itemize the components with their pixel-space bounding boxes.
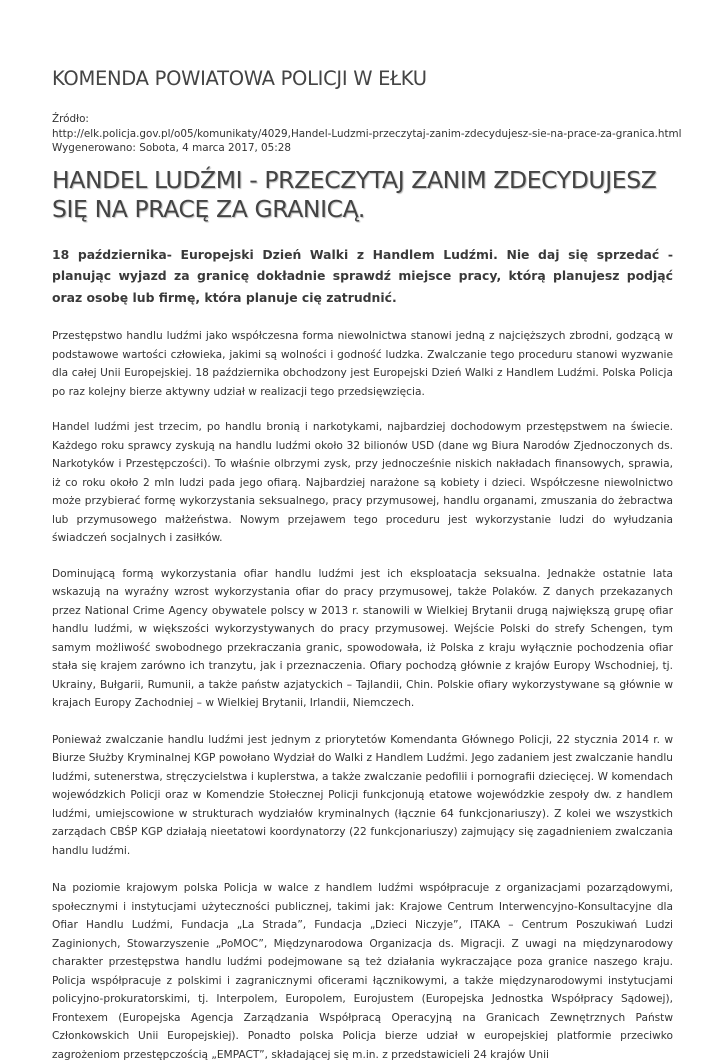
paragraph: Dominującą formą wykorzystania ofiar handlu ludźmi jest ich eksploatacja seksualna. Jednakże ostatnie lata wskazują na wyraźny wzrost wykorzystania ofiar do pracy przymusowej, także Polaków. Z danych przekazanych przez National Crime Agency obywatele polscy w 2013 r. stanowili w Wielkiej Brytanii drugą największą grupę ofiar handlu ludźmi, w większości wykorzystywanych do pracy przymusowej. Wejście Polski do strefy Schengen, tym samym możliwość swobodnego przekraczania granic, spowodowała, iż Polska z kraju wyłącznie pochodzenia ofiar stała się krajem zarówno ich tranzytu, jak i przeznaczenia. Ofiary pochodzą głównie z krajów Europy Wschodniej, tj. Ukrainy, Bułgarii, Rumunii, a także państw azjatyckich – Tajlandii, Chin. Polskie ofiary wykorzystywane są głównie w krajach Europy Zachodniej – w Wielkiej Brytanii, Irlandii, Niemczech. bbox=[52, 567, 673, 709]
paragraph: Ponieważ zwalczanie handlu ludźmi jest jednym z priorytetów Komendanta Głównego Policji, 22 stycznia 2014 r. w Biurze Służby Kryminalnej KGP powołano Wydział do Walki z Handlem Ludźmi. Jego zadaniem jest zwalczanie handlu ludźmi, sutenerstwa, stręczycielstwa i kuplerstwa, a także zwalczanie pedofilii i pornografii dziecięcej. W komendach wojewódzkich Policji oraz w Komendzie Stołecznej Policji funkcjonują etatowe wojewódzkie zespoły dw. z handlem ludźmi, umiejscowione w strukturach wydziałów kryminalnych (łącznie 64 funkcjonariuszy). Z kolei we wszystkich zarządach CBŚP KGP działają nieetatowi koordynatorzy (22 funkcjonariuszy) zajmujący się zagadnieniem zwalczania handlu ludźmi. bbox=[52, 733, 673, 857]
paragraph: Przestępstwo handlu ludźmi jako współczesna forma niewolnictwa stanowi jedną z najcięższych zbrodni, godzącą w podstawowe wartości człowieka, jakimi są wolności i godność ludzka. Zwalczanie tego proceduru stanowi wyzwanie dla całej Unii Europejskiej. 18 października obchodzony jest Europejski Dzień Walki z Handlem Ludźmi. Polska Policja po raz kolejny bierze aktywny udział w realizacji tego przedsięwzięcia. bbox=[52, 330, 673, 398]
source-label: Źródło: bbox=[52, 113, 89, 125]
paragraph: Handel ludźmi jest trzecim, po handlu bronią i narkotykami, najbardziej dochodowym przestępstwem na świecie. Każdego roku sprawcy zyskują na handlu ludźmi około 32 bilionów USD (dane wg Biura Narodów Zjednoczonych ds. Narkotyków i Przestępczości). To właśnie olbrzymi zysk, przy jednocześnie niskich nakładach finansowych, sprawia, iż co roku około 2 mln ludzi pada jego ofiarą. Najbardziej narażone są kobiety i dzieci. Współczesne niewolnictwo może przybierać formę wykorzystania seksualnego, pracy przymusowej, handlu organami, zmuszania do żebractwa lub przymusowego małżeństwa. Nowym przejawem tego proceduru jest wykorzystanie ludzi do wyłudzania świadczeń socjalnych i zasiłków. bbox=[52, 421, 673, 544]
paragraph: Na poziomie krajowym polska Policja w walce z handlem ludźmi współpracuje z organizacjami pozarządowymi, społecznymi i instytucjami użyteczności publicznej, takimi jak: Krajowe Centrum Interwencyjno-Konsultacyjne dla Ofiar Handlu Ludźmi, Fundacja „La Strada”, Fundacja „Dzieci Niczyje”, ITAKA – Centrum Poszukiwań Ludzi Zaginionych, Stowarzyszenie „PoMOC”, Międzynarodowa Organizacja ds. Migracji. Z uwagi na międzynarodowy charakter przestępstwa handlu ludźmi podejmowane są też działania wykraczające poza granice naszego kraju. Policja współpracuje z polskimi i zagranicznymi oficerami łącznikowymi, a także międzynarodowymi instytucjami policyjno-prokuratorskimi, tj. Interpolem, Europolem, Eurojustem (Europejska Jednostka Współpracy Sądowej), Frontexem (Europejska Agencja Zarządzania Współpracą Operacyjną na Granicach Zewnętrznych Państw Członkowskich Unii Europejskiej). Ponadto polska Policja bierze udział w europejskiej platformie przeciwko zagrożeniom przestępczością „EMPACT”, składającej się m.in. z przedstawicieli 24 krajów Unii bbox=[52, 882, 673, 1061]
article-lead: 18 października- Europejski Dzień Walki z Handlem Ludźmi. Nie daj się sprzedać - planując wyjazd za granicę dokładnie sprawdź miejsce pracy, którą planujesz podjąć oraz osobę lub firmę, która planuje cię zatrudnić. bbox=[52, 246, 673, 305]
source-meta bbox=[52, 112, 682, 156]
article-body bbox=[52, 327, 673, 1064]
source-url: http://elk.policja.gov.pl/o05/komunikaty/4029,Handel-Ludzmi-przeczytaj-zanim-zdecydujesz-sie-na-prace-za-granica.html bbox=[52, 127, 682, 140]
generated-date: Wygenerowano: Sobota, 4 marca 2017, 05:28 bbox=[52, 142, 291, 154]
document-page bbox=[52, 62, 682, 1064]
article-title: HANDEL LUDŹMI - PRZECZYTAJ ZANIM ZDECYDUJESZ SIĘ NA PRACĘ ZA GRANICĄ. bbox=[52, 165, 657, 223]
site-title: KOMENDA POWIATOWA POLICJI W EŁKU bbox=[52, 67, 427, 90]
